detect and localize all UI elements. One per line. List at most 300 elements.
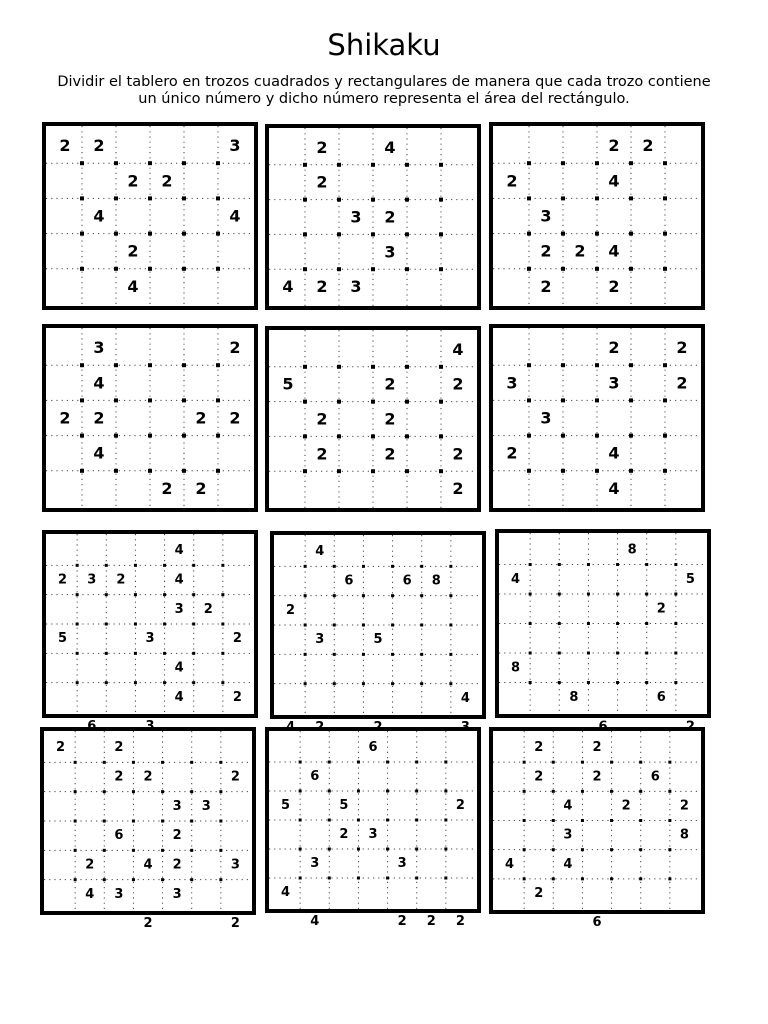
grid-vertex-dot — [663, 434, 667, 438]
grid-vertex-dot — [629, 267, 633, 271]
grid-vertex-dot — [386, 790, 389, 793]
grid-vertex-dot — [581, 790, 584, 793]
grid-vertex-dot — [299, 790, 302, 793]
clue-number: 4 — [310, 914, 320, 929]
grid-vertex-dot — [371, 198, 375, 202]
clue-number: 2 — [232, 631, 242, 647]
grid-vertex-dot — [668, 761, 671, 764]
clue-number: 3 — [87, 572, 97, 588]
clue-number: 3 — [93, 338, 105, 358]
grid-vertex-dot — [216, 434, 220, 438]
grid-vertex-dot — [103, 878, 106, 881]
grid-vertex-dot — [132, 761, 135, 764]
grid-vertex-dot — [645, 681, 648, 684]
clue-number: 2 — [506, 171, 518, 191]
clue-number: 2 — [656, 601, 666, 617]
clue-number: 3 — [145, 631, 155, 647]
puzzle-board-10[interactable] — [40, 727, 256, 932]
clue-number: 6 — [656, 689, 666, 705]
clue-number: 3 — [563, 827, 573, 843]
grid-vertex-dot — [663, 469, 667, 473]
grid-vertex-dot — [357, 848, 360, 851]
grid-vertex-dot — [610, 790, 613, 793]
grid-vertex-dot — [645, 622, 648, 625]
clue-number: 4 — [93, 373, 105, 393]
grid-vertex-dot — [163, 623, 166, 626]
clue-number: 4 — [282, 277, 294, 297]
clue-number: 2 — [679, 798, 689, 814]
grid-vertex-dot — [362, 653, 365, 656]
clue-number: 2 — [642, 136, 654, 156]
grid-vertex-dot — [558, 593, 561, 596]
grid-vertex-dot — [595, 398, 599, 402]
grid-vertex-dot — [182, 267, 186, 271]
grid-vertex-dot — [561, 363, 565, 367]
grid-vertex-dot — [216, 363, 220, 367]
grid-vertex-dot — [405, 198, 409, 202]
grid-vertex-dot — [333, 653, 336, 656]
puzzle-board-9[interactable] — [495, 529, 711, 718]
clue-number: 2 — [452, 444, 464, 464]
grid-vertex-dot — [444, 877, 447, 880]
grid-vertex-dot — [629, 196, 633, 200]
grid-vertex-dot — [561, 434, 565, 438]
grid-vertex-dot — [415, 790, 418, 793]
puzzle-grid — [46, 126, 254, 306]
clue-number: 3 — [540, 408, 552, 428]
grid-vertex-dot — [668, 877, 671, 880]
grid-vertex-dot — [439, 267, 443, 271]
grid-vertex-dot — [304, 653, 307, 656]
clue-number: 4 — [608, 241, 620, 261]
grid-vertex-dot — [371, 365, 375, 369]
grid-vertex-dot — [587, 563, 590, 566]
clue-number: 3 — [114, 886, 124, 902]
grid-vertex-dot — [616, 622, 619, 625]
grid-vertex-dot — [132, 849, 135, 852]
grid-vertex-dot — [163, 652, 166, 655]
clue-number: 4 — [85, 886, 95, 902]
clue-number: 4 — [174, 543, 184, 559]
clue-number: 2 — [316, 444, 328, 464]
grid-vertex-dot — [74, 790, 77, 793]
grid-vertex-dot — [221, 623, 224, 626]
grid-vertex-dot — [114, 469, 118, 473]
clue-number: 2 — [534, 769, 544, 785]
grid-vertex-dot — [192, 681, 195, 684]
grid-vertex-dot — [371, 163, 375, 167]
grid-vertex-dot — [639, 819, 642, 822]
grid-vertex-dot — [328, 761, 331, 764]
grid-vertex-dot — [337, 267, 341, 271]
grid-vertex-dot — [76, 593, 79, 596]
grid-vertex-dot — [182, 363, 186, 367]
clue-number: 2 — [93, 408, 105, 428]
grid-vertex-dot — [668, 790, 671, 793]
grid-vertex-dot — [639, 790, 642, 793]
grid-vertex-dot — [674, 652, 677, 655]
clue-number: 3 — [172, 886, 182, 902]
grid-vertex-dot — [629, 161, 633, 165]
clue-number: 6 — [310, 769, 320, 784]
grid-vertex-dot — [132, 878, 135, 881]
grid-vertex-dot — [444, 819, 447, 822]
grid-vertex-dot — [303, 198, 307, 202]
grid-vertex-dot — [105, 652, 108, 655]
puzzle-grid — [493, 126, 701, 306]
clue-number: 2 — [203, 601, 213, 617]
clue-number: 2 — [384, 444, 396, 464]
clue-number: 4 — [127, 276, 139, 296]
clue-number: 3 — [350, 207, 362, 227]
clue-number: 2 — [316, 172, 328, 192]
grid-vertex-dot — [132, 820, 135, 823]
grid-vertex-dot — [527, 196, 531, 200]
grid-vertex-dot — [190, 761, 193, 764]
grid-vertex-dot — [216, 232, 220, 236]
puzzle-board-1[interactable] — [42, 122, 258, 310]
grid-vertex-dot — [192, 593, 195, 596]
grid-vertex-dot — [303, 365, 307, 369]
clue-number: 2 — [161, 171, 173, 191]
grid-vertex-dot — [405, 232, 409, 236]
grid-vertex-dot — [161, 878, 164, 881]
grid-vertex-dot — [595, 232, 599, 236]
clue-number: 2 — [59, 136, 71, 156]
clue-number: 2 — [316, 409, 328, 429]
instructions — [20, 74, 748, 108]
grid-vertex-dot — [103, 820, 106, 823]
grid-vertex-dot — [527, 161, 531, 165]
grid-vertex-dot — [337, 400, 341, 404]
puzzle-grid — [269, 128, 477, 306]
grid-vertex-dot — [148, 232, 152, 236]
grid-vertex-dot — [105, 681, 108, 684]
grid-vertex-dot — [595, 196, 599, 200]
grid-vertex-dot — [523, 819, 526, 822]
grid-vertex-dot — [114, 363, 118, 367]
grid-vertex-dot — [337, 434, 341, 438]
puzzle-board-8[interactable] — [270, 531, 486, 719]
grid-vertex-dot — [629, 232, 633, 236]
grid-vertex-dot — [529, 652, 532, 655]
clue-number: 2 — [592, 740, 602, 756]
grid-vertex-dot — [74, 820, 77, 823]
grid-vertex-dot — [629, 398, 633, 402]
grid-vertex-dot — [80, 363, 84, 367]
clue-number: 4 — [174, 572, 184, 588]
puzzle-board-7[interactable] — [42, 530, 258, 718]
grid-vertex-dot — [76, 623, 79, 626]
grid-vertex-dot — [668, 848, 671, 851]
grid-vertex-dot — [663, 161, 667, 165]
clue-number: 2 — [85, 857, 95, 873]
grid-vertex-dot — [148, 363, 152, 367]
clue-number: 4 — [174, 689, 184, 705]
grid-vertex-dot — [449, 624, 452, 627]
clue-number: 3 — [174, 601, 184, 617]
grid-vertex-dot — [216, 267, 220, 271]
grid-vertex-dot — [190, 849, 193, 852]
clue-number: 2 — [114, 740, 124, 756]
clue-number: 6 — [402, 573, 412, 589]
grid-vertex-dot — [391, 565, 394, 568]
grid-vertex-dot — [674, 681, 677, 684]
grid-vertex-dot — [337, 469, 341, 473]
clue-number: 4 — [229, 206, 241, 226]
grid-vertex-dot — [610, 848, 613, 851]
clue-number: 2 — [316, 277, 328, 297]
clue-number: 4 — [384, 137, 396, 157]
puzzle-grid — [493, 731, 701, 931]
clue-number: 2 — [59, 408, 71, 428]
clue-number: 3 — [608, 373, 620, 393]
clue-number: 4 — [93, 206, 105, 226]
clue-number: 4 — [608, 171, 620, 191]
grid-vertex-dot — [449, 653, 452, 656]
clue-number: 2 — [229, 408, 241, 428]
grid-vertex-dot — [148, 196, 152, 200]
grid-vertex-dot — [629, 434, 633, 438]
clue-number: 2 — [534, 885, 544, 901]
grid-vertex-dot — [552, 877, 555, 880]
grid-vertex-dot — [371, 434, 375, 438]
clue-number: 8 — [569, 689, 579, 705]
grid-vertex-dot — [134, 681, 137, 684]
grid-vertex-dot — [304, 624, 307, 627]
grid-vertex-dot — [405, 469, 409, 473]
grid-vertex-dot — [192, 652, 195, 655]
clue-number: 2 — [608, 276, 620, 296]
puzzle-board-5[interactable] — [265, 326, 481, 512]
clue-number: 4 — [281, 885, 291, 900]
grid-vertex-dot — [552, 790, 555, 793]
clue-number: 2 — [452, 374, 464, 394]
grid-vertex-dot — [527, 363, 531, 367]
page-title: Shikaku — [327, 28, 441, 62]
grid-vertex-dot — [328, 848, 331, 851]
grid-vertex-dot — [216, 196, 220, 200]
clue-number: 4 — [505, 856, 515, 872]
puzzle-board-11[interactable] — [265, 727, 481, 929]
grid-vertex-dot — [304, 565, 307, 568]
clue-number: 2 — [384, 374, 396, 394]
grid-vertex-dot — [645, 563, 648, 566]
grid-vertex-dot — [132, 790, 135, 793]
puzzle-grid — [46, 534, 254, 714]
grid-vertex-dot — [328, 819, 331, 822]
grid-vertex-dot — [581, 761, 584, 764]
grid-vertex-dot — [192, 564, 195, 567]
puzzle-board-6[interactable] — [489, 324, 705, 512]
grid-vertex-dot — [405, 163, 409, 167]
grid-vertex-dot — [304, 594, 307, 597]
clue-number: 2 — [608, 136, 620, 156]
clue-number: 5 — [282, 374, 294, 394]
puzzle-board-2[interactable] — [265, 124, 481, 310]
grid-vertex-dot — [357, 790, 360, 793]
grid-vertex-dot — [182, 161, 186, 165]
clue-number: 2 — [93, 136, 105, 156]
grid-vertex-dot — [303, 469, 307, 473]
grid-vertex-dot — [449, 565, 452, 568]
grid-vertex-dot — [415, 761, 418, 764]
grid-vertex-dot — [163, 681, 166, 684]
grid-vertex-dot — [523, 848, 526, 851]
clue-number: 4 — [563, 856, 573, 872]
grid-vertex-dot — [663, 232, 667, 236]
grid-vertex-dot — [371, 267, 375, 271]
grid-vertex-dot — [391, 624, 394, 627]
grid-vertex-dot — [371, 469, 375, 473]
clue-number: 2 — [232, 689, 242, 705]
puzzle-grid — [269, 330, 477, 508]
grid-vertex-dot — [105, 623, 108, 626]
clue-number: 2 — [114, 769, 124, 785]
grid-vertex-dot — [561, 469, 565, 473]
grid-vertex-dot — [639, 877, 642, 880]
grid-vertex-dot — [558, 563, 561, 566]
grid-vertex-dot — [629, 363, 633, 367]
clue-number: 4 — [511, 571, 521, 587]
grid-vertex-dot — [103, 849, 106, 852]
grid-vertex-dot — [221, 681, 224, 684]
clue-number: 2 — [230, 769, 240, 785]
grid-vertex-dot — [674, 593, 677, 596]
grid-vertex-dot — [190, 878, 193, 881]
grid-vertex-dot — [558, 622, 561, 625]
grid-vertex-dot — [190, 790, 193, 793]
grid-vertex-dot — [449, 682, 452, 685]
grid-vertex-dot — [362, 594, 365, 597]
grid-vertex-dot — [114, 161, 118, 165]
grid-vertex-dot — [391, 682, 394, 685]
grid-vertex-dot — [420, 653, 423, 656]
grid-vertex-dot — [405, 434, 409, 438]
grid-vertex-dot — [552, 848, 555, 851]
grid-vertex-dot — [219, 790, 222, 793]
grid-vertex-dot — [449, 594, 452, 597]
puzzle-board-12[interactable] — [489, 727, 705, 931]
grid-vertex-dot — [523, 761, 526, 764]
grid-vertex-dot — [219, 878, 222, 881]
grid-vertex-dot — [148, 434, 152, 438]
grid-vertex-dot — [80, 398, 84, 402]
grid-vertex-dot — [561, 398, 565, 402]
grid-vertex-dot — [299, 848, 302, 851]
grid-vertex-dot — [328, 877, 331, 880]
clue-number: 2 — [58, 572, 68, 588]
clue-number: 2 — [608, 338, 620, 358]
grid-vertex-dot — [439, 163, 443, 167]
grid-vertex-dot — [674, 563, 677, 566]
grid-vertex-dot — [529, 681, 532, 684]
grid-vertex-dot — [444, 848, 447, 851]
grid-vertex-dot — [134, 652, 137, 655]
grid-vertex-dot — [163, 564, 166, 567]
grid-vertex-dot — [221, 564, 224, 567]
grid-vertex-dot — [161, 761, 164, 764]
clue-number: 3 — [172, 798, 182, 814]
grid-vertex-dot — [405, 365, 409, 369]
puzzle-grid — [499, 533, 707, 714]
grid-vertex-dot — [134, 623, 137, 626]
grid-vertex-dot — [337, 232, 341, 236]
grid-vertex-dot — [114, 232, 118, 236]
grid-vertex-dot — [182, 196, 186, 200]
grid-vertex-dot — [161, 790, 164, 793]
grid-vertex-dot — [552, 761, 555, 764]
clue-number: 2 — [384, 207, 396, 227]
grid-vertex-dot — [444, 761, 447, 764]
clue-number: 8 — [679, 827, 689, 843]
clue-number: 2 — [172, 857, 182, 873]
grid-vertex-dot — [299, 819, 302, 822]
grid-vertex-dot — [74, 849, 77, 852]
grid-vertex-dot — [303, 232, 307, 236]
grid-vertex-dot — [114, 267, 118, 271]
grid-vertex-dot — [610, 819, 613, 822]
grid-vertex-dot — [371, 232, 375, 236]
clue-number: 5 — [685, 571, 695, 587]
grid-vertex-dot — [362, 565, 365, 568]
grid-vertex-dot — [587, 593, 590, 596]
instructions-line-2: un único número y dicho número representa el área del rectángulo. — [138, 91, 630, 107]
grid-vertex-dot — [561, 267, 565, 271]
grid-vertex-dot — [529, 593, 532, 596]
grid-vertex-dot — [527, 434, 531, 438]
grid-vertex-dot — [303, 400, 307, 404]
grid-vertex-dot — [616, 681, 619, 684]
grid-vertex-dot — [371, 400, 375, 404]
grid-vertex-dot — [639, 761, 642, 764]
grid-vertex-dot — [587, 652, 590, 655]
puzzle-board-4[interactable] — [42, 324, 258, 512]
grid-vertex-dot — [415, 819, 418, 822]
clue-number: 2 — [540, 276, 552, 296]
grid-vertex-dot — [639, 848, 642, 851]
grid-vertex-dot — [304, 682, 307, 685]
grid-vertex-dot — [114, 434, 118, 438]
grid-vertex-dot — [645, 593, 648, 596]
grid-vertex-dot — [74, 761, 77, 764]
grid-vertex-dot — [581, 848, 584, 851]
grid-vertex-dot — [610, 877, 613, 880]
clue-number: 3 — [368, 827, 378, 842]
grid-vertex-dot — [527, 267, 531, 271]
puzzle-board-3[interactable] — [489, 122, 705, 310]
puzzle-grid — [44, 731, 252, 932]
grid-vertex-dot — [561, 232, 565, 236]
grid-vertex-dot — [439, 434, 443, 438]
grid-vertex-dot — [444, 790, 447, 793]
clue-number: 5 — [339, 798, 349, 813]
clue-number: 4 — [93, 443, 105, 463]
clue-number: 2 — [534, 740, 544, 756]
grid-vertex-dot — [610, 761, 613, 764]
grid-vertex-dot — [439, 400, 443, 404]
clue-number: 4 — [452, 339, 464, 359]
grid-vertex-dot — [182, 232, 186, 236]
clue-number: 2 — [621, 798, 631, 814]
grid-vertex-dot — [76, 681, 79, 684]
grid-vertex-dot — [439, 365, 443, 369]
clue-number: 2 — [397, 914, 407, 929]
clue-number: 2 — [339, 827, 349, 842]
grid-vertex-dot — [581, 877, 584, 880]
grid-vertex-dot — [420, 565, 423, 568]
clue-number: 8 — [431, 573, 441, 589]
